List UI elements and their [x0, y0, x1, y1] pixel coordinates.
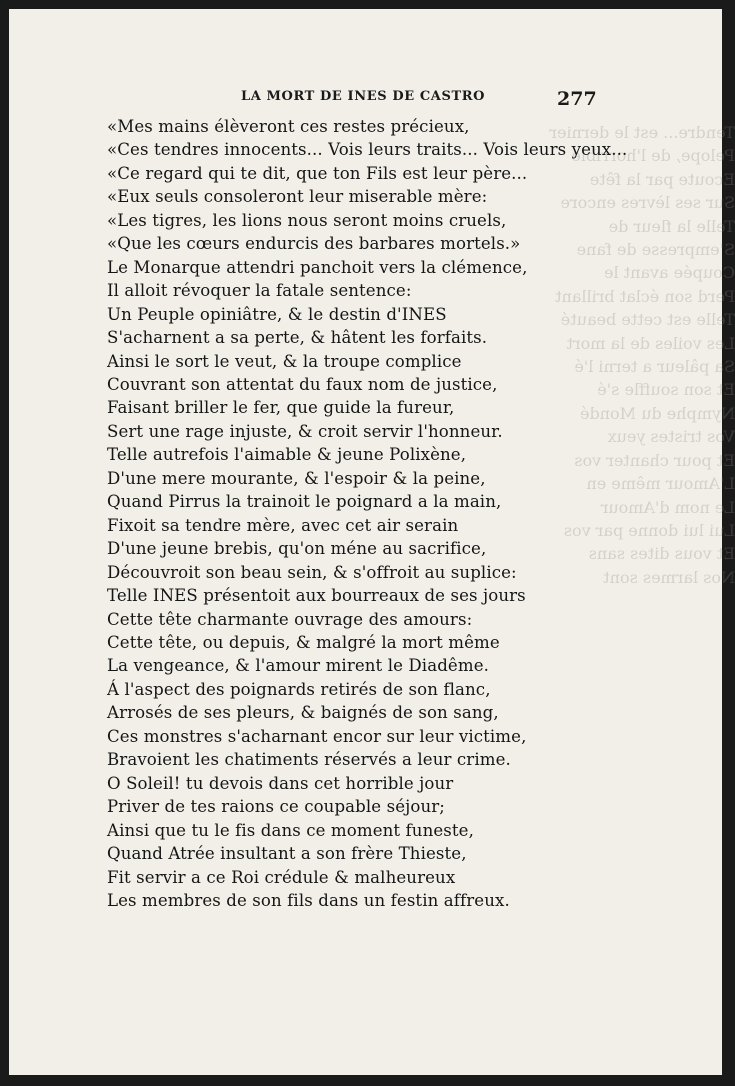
verse-line: Fixoit sa tendre mère, avec cet air serain — [107, 515, 459, 535]
verse-line: La vengeance, & l'amour mirent le Diadême. — [107, 656, 489, 676]
verse-line: Les membres de son fils dans un festin affreux. — [107, 890, 510, 910]
bleed-line: Et vous dites sans — [588, 544, 735, 564]
verse-line: «Que les cœurs endurcis des barbares mortels.» — [107, 234, 521, 254]
verse-line: D'une jeune brebis, qu'on méne au sacrifice, — [107, 539, 487, 559]
bleed-line: Coupée avant le — [604, 263, 735, 283]
bleed-line: Sa pâleur a terni l'é — [574, 357, 735, 377]
verse-line: Cette tête charmante ouvrage des amours: — [107, 609, 473, 629]
verse-line: «Ce regard qui te dit, que ton Fils est leur père... — [107, 163, 528, 183]
verse-line: Cette tête, ou depuis, & malgré la mort même — [107, 632, 500, 652]
verse-line: Ainsi le sort le veut, & la troupe complice — [107, 351, 462, 371]
bleed-line: Et pour chanter vos — [574, 450, 735, 470]
verse-line: Priver de tes raions ce coupable séjour; — [107, 797, 445, 817]
bleed-line: Nymphe du Mondé — [580, 403, 735, 423]
bleed-line: L'Amour même en — [586, 474, 735, 494]
verse-line: Fit servir a ce Roi crédule & malheureux — [107, 867, 456, 887]
bleed-through-text — [549, 121, 735, 589]
verse-line: Arrosés de ses pleurs, & baignés de son sang, — [107, 703, 499, 723]
bleed-line: Lui lui donne par vos — [563, 520, 735, 540]
bleed-line: Ecoute par la fête — [589, 169, 735, 189]
bleed-line: Sur ses lèvres encore — [560, 193, 735, 213]
bleed-line: Telle est cette beauté — [560, 310, 735, 330]
bleed-line: Telle la fleur de — [608, 216, 735, 236]
page-number: 277 — [557, 88, 597, 110]
verse-line: D'une mere mourante, & l'espoir & la peine, — [107, 468, 486, 488]
bleed-line: Le nom d'Amour — [600, 497, 735, 517]
book-page — [9, 9, 735, 1075]
verse-line: Découvroit son beau sein, & s'offroit au suplice: — [107, 562, 517, 582]
bleed-line: Pelope, de l'horrible — [571, 146, 735, 166]
verse-line: Sert une rage injuste, & croit servir l'honneur. — [107, 421, 503, 441]
verse-line: Le Monarque attendri panchoit vers la clémence, — [107, 257, 528, 277]
verse-line: Quand Pirrus la trainoit le poignard a la main, — [107, 492, 502, 512]
verse-line: Faisant briller le fer, que guide la fureur, — [107, 398, 455, 418]
verse-line: O Soleil! tu devois dans cet horrible jour — [107, 773, 454, 793]
verse-line: «Les tigres, les lions nous seront moins cruels, — [107, 210, 507, 230]
verse-line: Quand Atrée insultant a son frère Thieste, — [107, 844, 467, 864]
verse-line: «Eux seuls consoleront leur miserable mère: — [107, 187, 488, 207]
verse-line: Il alloit révoquer la fatale sentence: — [107, 281, 412, 301]
bleed-line: Et son souffle s'é — [597, 380, 735, 400]
verse-line: «Mes mains élèveront ces restes précieux, — [107, 117, 470, 136]
verse-line: Un Peuple opiniâtre, & le destin d'INES — [107, 304, 447, 324]
verse-line: Couvrant son attentat du faux nom de justice, — [107, 374, 498, 394]
poem-body — [107, 115, 628, 912]
bleed-line: Tendre... est le dernier — [549, 123, 735, 142]
bleed-line: Vos tristes yeux — [607, 427, 735, 447]
bleed-line: Perd son éclat brillant — [555, 286, 735, 306]
verse-line: Ainsi que tu le fis dans ce moment funeste, — [107, 820, 474, 840]
verse-line: «Ces tendres innocents... Vois leurs traits... Vois leurs yeux... — [107, 140, 628, 160]
verse-line: Bravoient les chatiments réservés a leur crime. — [107, 750, 511, 770]
verse-line: Telle INES présentoit aux bourreaux de ses jours — [107, 586, 526, 606]
running-header: LA MORT DE INES DE CASTRO — [241, 89, 486, 104]
verse-line: Á l'aspect des poignards retirés de son flanc, — [107, 679, 491, 699]
verse-line: Telle autrefois l'aimable & jeune Polixène, — [107, 445, 467, 465]
verse-line: Ces monstres s'acharnant encor sur leur victime, — [107, 726, 527, 746]
bleed-line: S'empresse de fane — [576, 240, 735, 260]
verse-line: S'acharnent a sa perte, & hâtent les forfaits. — [107, 328, 488, 348]
bleed-line: Les voiles de la mort — [566, 333, 735, 353]
bleed-line: Nos larmes sont — [603, 567, 735, 587]
